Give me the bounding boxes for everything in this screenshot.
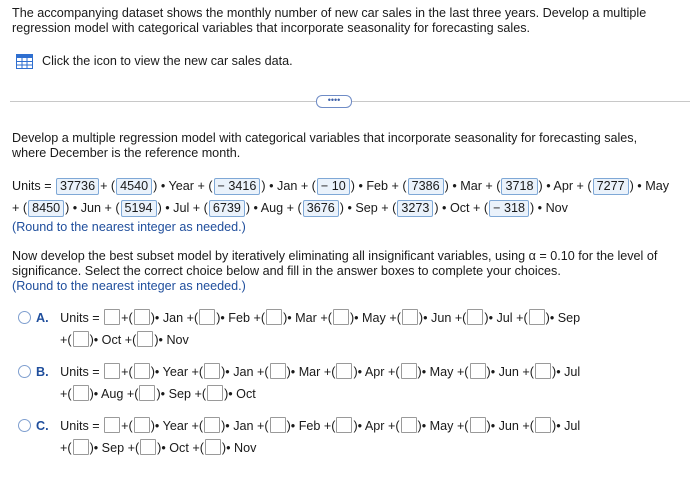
option-a-box[interactable] [134, 309, 150, 325]
option-a-box[interactable] [137, 331, 153, 347]
option-b-intercept-box[interactable] [104, 363, 120, 379]
option-c-intercept-box[interactable] [104, 417, 120, 433]
option-b-box[interactable] [139, 385, 155, 401]
answer-apr[interactable]: 3718 [501, 178, 537, 195]
answer-may[interactable]: 7277 [593, 178, 629, 195]
option-c-box[interactable] [336, 417, 352, 433]
option-b-box[interactable] [204, 363, 220, 379]
part2-prompt-line-2: significance. Select the correct choice below and fill in the answer boxes to complete your choices. [12, 264, 561, 278]
answer-jul[interactable]: 5194 [121, 200, 157, 217]
option-b-box[interactable] [401, 363, 417, 379]
regression-equation-line-2: + ( 8450 ) • Jun + ( 5194 ) • Jul + ( 6739 ) • Aug + ( 3676 ) • Sep + ( 3273 ) • Oct + ( − 318 ) • Nov [12, 201, 568, 215]
option-a-row-2: +( )• Oct +( )• Nov [60, 333, 189, 347]
part1-round-note: (Round to the nearest integer as needed.) [12, 220, 246, 234]
option-c-box[interactable] [205, 439, 221, 455]
regression-equation-line-1: Units = 37736 + ( 4540 ) • Year + ( − 3416 ) • Jan + ( − 10 ) • Feb + ( 7386 ) • Mar + ( 3718 ) • Apr + ( 7277 ) • May [12, 179, 670, 193]
option-a-intercept-box[interactable] [104, 309, 120, 325]
option-a-row-1: A. Units = +( )• Jan +( )• Feb +( )• Mar +( )• May +( )• Jun +( )• Jul +( )• Sep [18, 309, 580, 325]
option-b-box[interactable] [73, 385, 89, 401]
option-a-box[interactable] [73, 331, 89, 347]
answer-oct[interactable]: 3273 [397, 200, 433, 217]
part1-prompt-line-1: Develop a multiple regression model with categorical variables that incorporate seasonality for forecasting sales, [12, 131, 638, 145]
option-b-radio[interactable] [18, 365, 31, 378]
option-b-box[interactable] [207, 385, 223, 401]
option-c-radio[interactable] [18, 419, 31, 432]
option-c-box[interactable] [535, 417, 551, 433]
option-c-box[interactable] [470, 417, 486, 433]
option-b-box[interactable] [336, 363, 352, 379]
option-c-row-1: C. Units = +( )• Year +( )• Jan +( )• Feb +( )• Apr +( )• May +( )• Jun +( )• Jul [18, 417, 580, 433]
option-c-box[interactable] [73, 439, 89, 455]
option-c-box[interactable] [270, 417, 286, 433]
option-a-box[interactable] [402, 309, 418, 325]
part2-prompt-line-1: Now develop the best subset model by iteratively eliminating all insignificant variables, using α = 0.10 for the level of [12, 249, 658, 263]
part1-prompt-line-2: where December is the reference month. [12, 146, 241, 160]
option-a-box[interactable] [199, 309, 215, 325]
option-b-box[interactable] [535, 363, 551, 379]
intro-line-2: regression model with categorical variables that incorporate seasonality for forecasting sales. [12, 21, 531, 35]
answer-intercept[interactable]: 37736 [56, 178, 99, 195]
answer-nov[interactable]: − 318 [489, 200, 529, 217]
option-b-row-1: B. Units = +( )• Year +( )• Jan +( )• Mar +( )• Apr +( )• May +( )• Jun +( )• Jul [18, 363, 580, 379]
option-c-row-2: +( )• Sep +( )• Oct +( )• Nov [60, 441, 257, 455]
option-c-box[interactable] [401, 417, 417, 433]
more-button[interactable]: •••• [316, 95, 352, 108]
option-a-box[interactable] [529, 309, 545, 325]
answer-jun[interactable]: 8450 [28, 200, 64, 217]
part2-round-note: (Round to the nearest integer as needed.) [12, 279, 246, 293]
option-c-box[interactable] [204, 417, 220, 433]
answer-aug[interactable]: 6739 [209, 200, 245, 217]
option-b-box[interactable] [134, 363, 150, 379]
option-a-radio[interactable] [18, 311, 31, 324]
answer-jan[interactable]: − 3416 [214, 178, 261, 195]
option-a-box[interactable] [266, 309, 282, 325]
answer-feb[interactable]: − 10 [317, 178, 350, 195]
answer-sep[interactable]: 3676 [303, 200, 339, 217]
option-b-box[interactable] [270, 363, 286, 379]
option-a-box[interactable] [467, 309, 483, 325]
option-a-box[interactable] [333, 309, 349, 325]
option-b-row-2: +( )• Aug +( )• Sep +( )• Oct [60, 387, 256, 401]
option-c-box[interactable] [134, 417, 150, 433]
option-b-box[interactable] [470, 363, 486, 379]
intro-line-1: The accompanying dataset shows the monthly number of new car sales in the last three years. Develop a multiple [12, 6, 647, 20]
answer-year[interactable]: 4540 [116, 178, 152, 195]
data-link-text[interactable]: Click the icon to view the new car sales data. [42, 54, 293, 68]
data-table-icon[interactable] [16, 54, 33, 72]
answer-mar[interactable]: 7386 [408, 178, 444, 195]
option-c-box[interactable] [140, 439, 156, 455]
